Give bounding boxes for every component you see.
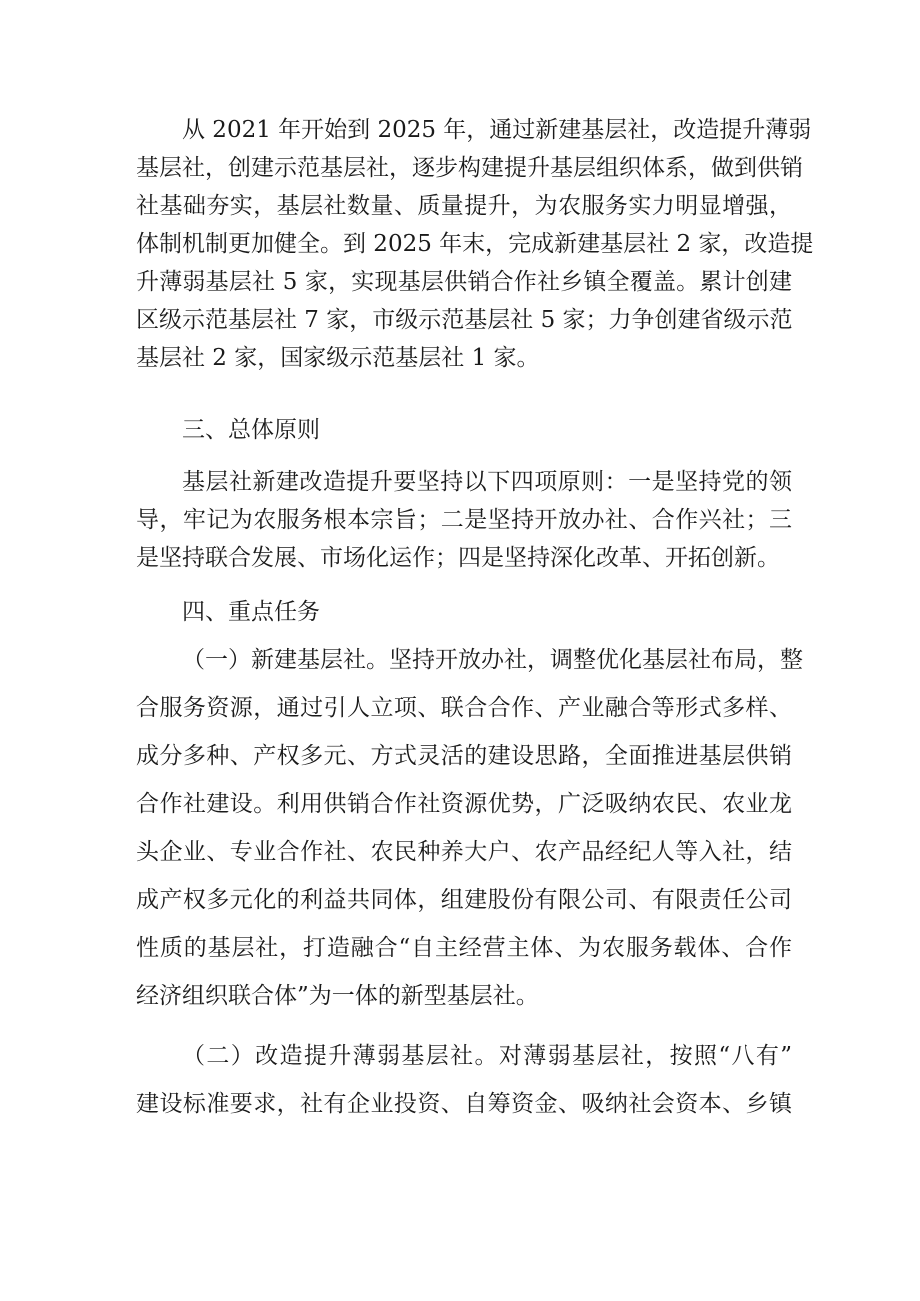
paragraph-line: （二）改造提升薄弱基层社。对薄弱基层社，按照“八有” — [182, 1043, 792, 1069]
section-heading-key-tasks: 四、重点任务 — [182, 599, 320, 625]
paragraph-line: 是坚持联合发展、市场化运作；四是坚持深化改革、开拓创新。 — [136, 545, 780, 571]
paragraph-line: 合服务资源，通过引人立项、联合合作、产业融合等形式多样、 — [136, 695, 792, 721]
paragraph-line: 从 2021 年开始到 2025 年，通过新建基层社，改造提升薄弱 — [182, 117, 812, 143]
paragraph-line: 体制机制更加健全。到 2025 年末，完成新建基层社 2 家，改造提 — [136, 231, 814, 257]
paragraph-line: 经济组织联合体”为一体的新型基层社。 — [136, 983, 539, 1009]
paragraph-line: （一）新建基层社。坚持开放办社，调整优化基层社布局，整 — [182, 647, 803, 673]
paragraph-line: 建设标准要求，社有企业投资、自筹资金、吸纳社会资本、乡镇 — [136, 1091, 792, 1117]
paragraph-line: 区级示范基层社 7 家，市级示范基层社 5 家；力争创建省级示范 — [136, 307, 793, 333]
section-heading-principles: 三、总体原则 — [182, 417, 320, 443]
paragraph-line: 成分多种、产权多元、方式灵活的建设思路，全面推进基层供销 — [136, 743, 792, 769]
paragraph-line: 基层社 2 家，国家级示范基层社 1 家。 — [136, 345, 540, 371]
paragraph-line: 合作社建设。利用供销合作社资源优势，广泛吸纳农民、农业龙 — [136, 791, 792, 817]
paragraph-line: 性质的基层社，打造融合“自主经营主体、为农服务载体、合作 — [136, 935, 792, 961]
paragraph-line: 基层社，创建示范基层社，逐步构建提升基层组织体系，做到供销 — [136, 155, 803, 181]
paragraph-line: 基层社新建改造提升要坚持以下四项原则：一是坚持党的领 — [182, 469, 792, 495]
paragraph-line: 导，牢记为农服务根本宗旨；二是坚持开放办社、合作兴社；三 — [136, 507, 792, 533]
paragraph-line: 头企业、专业合作社、农民种养大户、农产品经纪人等入社，结 — [136, 839, 792, 865]
paragraph-line: 成产权多元化的利益共同体，组建股份有限公司、有限责任公司 — [136, 887, 792, 913]
paragraph-line: 社基础夯实，基层社数量、质量提升，为农服务实力明显增强， — [136, 193, 792, 219]
paragraph-line: 升薄弱基层社 5 家，实现基层供销合作社乡镇全覆盖。累计创建 — [136, 269, 792, 295]
